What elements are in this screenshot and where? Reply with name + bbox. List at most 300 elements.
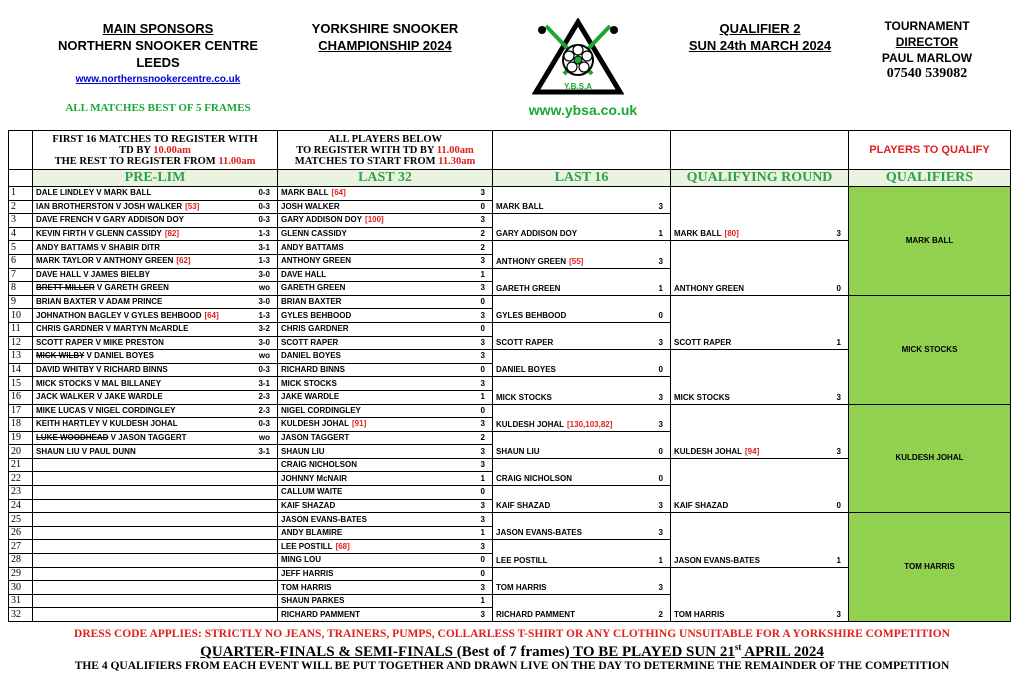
last32-name: JEFF HARRIS: [281, 568, 334, 578]
last16-score: 0: [658, 474, 663, 484]
qround-entry: [671, 567, 849, 621]
last32-entry: [278, 214, 493, 228]
qround-entry: [671, 241, 849, 295]
prelim-score: 0-3: [258, 365, 270, 375]
dress-code-note: DRESS CODE APPLIES: STRICTLY NO JEANS, TRAINERS, PUMPS, COLLARLESS T-SHIRT OR ANY CLOTHING UNSUITABLE FOR A YORKSHIRE COMPETITION: [74, 628, 950, 640]
row-number: 24: [9, 499, 33, 513]
last32-entry: [278, 472, 493, 486]
last32-entry: [278, 187, 493, 201]
prelim-player-a: DALE LINDLEY: [36, 188, 95, 198]
last16-break: [130,103,82]: [567, 419, 613, 429]
ybsa-logo: [532, 18, 624, 98]
draw-body: [9, 187, 1011, 622]
prelim-score: 3-1: [258, 378, 270, 388]
director-block: [862, 18, 992, 82]
last32-name: GARETH GREEN: [281, 283, 346, 293]
prelim-match: DALE LINDLEY V MARK BALL 0-3: [33, 187, 278, 201]
qround-score: 3: [836, 229, 841, 239]
last16-entry: [493, 486, 671, 513]
last32-score: 1: [480, 596, 485, 606]
prelim-player-a: KEVIN FIRTH: [36, 229, 87, 239]
prelim-score: 3-2: [258, 324, 270, 334]
last16-entry: [493, 187, 671, 214]
table-row: [9, 513, 1011, 527]
director-name: PAUL MARLOW: [881, 51, 973, 65]
last32-name: LEE POSTILL: [281, 541, 333, 551]
prelim-score: 3-1: [258, 446, 270, 456]
prelim-score: 1-3: [258, 229, 270, 239]
row-number: 9: [9, 295, 33, 309]
qround-score: 3: [836, 392, 841, 402]
qround-break: [80]: [724, 229, 739, 239]
last16-entry: [493, 404, 671, 431]
prelim-match: [33, 567, 278, 581]
row-number: 7: [9, 268, 33, 282]
qround-name: MARK BALL: [674, 229, 722, 239]
qround-name: KAIF SHAZAD: [674, 501, 729, 511]
header-row-rounds: [9, 170, 1011, 187]
prelim-score: 0-3: [258, 201, 270, 211]
prelim-match: KEVIN FIRTH V GLENN CASSIDY [82] 1-3: [33, 227, 278, 241]
qround-name: SCOTT RAPER: [674, 338, 732, 348]
prelim-player-a: DAVE HALL: [36, 269, 82, 279]
corner-cell-2: [9, 170, 33, 187]
row-number: 32: [9, 608, 33, 622]
row-number: 25: [9, 513, 33, 527]
col-last16: LAST 16: [493, 170, 671, 187]
last16-entry: [493, 458, 671, 485]
last32-score: 3: [480, 541, 485, 551]
last32-score: 3: [480, 419, 485, 429]
last32-entry: [278, 336, 493, 350]
row-number: 31: [9, 594, 33, 608]
row-number: 26: [9, 526, 33, 540]
last16-score: 3: [658, 528, 663, 538]
row-number: 16: [9, 390, 33, 404]
last16-entry: [493, 431, 671, 458]
last32-entry: [278, 322, 493, 336]
last32-break: [64]: [331, 188, 346, 198]
last32-entry: [278, 295, 493, 309]
last32-name: JOHNNY McNAIR: [281, 473, 348, 483]
row-number: 12: [9, 336, 33, 350]
qround-score: 1: [836, 555, 841, 565]
prelim-match: MICK WILBY V DANIEL BOYES wo: [33, 350, 278, 364]
prelim-match: [33, 499, 278, 513]
prelim-break: [64]: [204, 310, 219, 320]
prelim-player-a: JACK WALKER: [36, 392, 95, 402]
last32-score: 3: [480, 256, 485, 266]
sponsor-city: LEEDS: [136, 55, 180, 70]
last32-name: SCOTT RAPER: [281, 337, 339, 347]
qualifier-block: [665, 20, 855, 54]
qround-entry: [671, 404, 849, 458]
prelim-player-b: GYLES BEHBOOD: [131, 310, 202, 320]
prelim-player-b: MARK BALL: [103, 188, 152, 198]
prelim-player-a: MIKE LUCAS: [36, 405, 86, 415]
prelim-player-b: MAL BILLANEY: [101, 378, 162, 388]
prelim-player-b: ADAM PRINCE: [105, 297, 163, 307]
row-number: 2: [9, 200, 33, 214]
sponsors-block: [30, 20, 286, 117]
row-number: 11: [9, 322, 33, 336]
prelim-player-b: PAUL DUNN: [89, 446, 136, 456]
last32-name: KULDESH JOHAL: [281, 419, 350, 429]
qround-break: [94]: [745, 446, 760, 456]
header-row-info: [9, 131, 1011, 170]
last32-name: ANTHONY GREEN: [281, 256, 352, 266]
row-number: 5: [9, 241, 33, 255]
last16-name: TOM HARRIS: [496, 582, 547, 592]
prelim-score: 3-0: [258, 297, 270, 307]
prelim-player-b: MIKE PRESTON: [103, 337, 164, 347]
row-number: 4: [9, 227, 33, 241]
prelim-score: 0-3: [258, 419, 270, 429]
prelim-break: [53]: [185, 201, 200, 211]
logo-text: Y.B.S.A: [563, 82, 593, 91]
last32-name: CHRIS GARDNER: [281, 324, 349, 334]
last16-name: RICHARD PAMMENT: [496, 610, 575, 619]
prelim-match: JACK WALKER V JAKE WARDLE 2-3: [33, 390, 278, 404]
prelim-player-a: MARK TAYLOR: [36, 256, 94, 266]
row-number: 21: [9, 458, 33, 472]
last32-score: 3: [480, 310, 485, 320]
last16-score: 3: [658, 501, 663, 511]
prelim-score: 0-3: [258, 215, 270, 225]
last32-name: KAIF SHAZAD: [281, 500, 336, 510]
prelim-player-b: GLENN CASSIDY: [96, 229, 162, 239]
last32-score: 1: [480, 473, 485, 483]
prelim-player-a: MICK WILBY: [36, 351, 85, 361]
row-number: 29: [9, 567, 33, 581]
last32-entry: [278, 499, 493, 513]
prelim-player-b: GARETH GREEN: [104, 283, 169, 293]
prelim-player-b: GARY ADDISON DOY: [102, 215, 185, 225]
last32-score: 3: [480, 460, 485, 470]
last16-entry: [493, 594, 671, 621]
last16-score: 2: [658, 610, 663, 619]
last32-break: [68]: [335, 541, 350, 551]
last32-name: MICK STOCKS: [281, 378, 337, 388]
last32-score: 0: [480, 555, 485, 565]
prelim-player-b: SHABIR DITR: [108, 242, 161, 252]
last32-entry: [278, 526, 493, 540]
prelim-match: [33, 540, 278, 554]
last32-score: 3: [480, 500, 485, 510]
draw-table: [8, 130, 1011, 622]
prelim-score: wo: [258, 283, 270, 293]
last32-score: 3: [480, 337, 485, 347]
prelim-player-a: SCOTT RAPER: [36, 337, 94, 347]
prelim-match: SHAUN LIU V PAUL DUNN 3-1: [33, 445, 278, 459]
last32-name: CRAIG NICHOLSON: [281, 460, 357, 470]
last32-score: 0: [480, 568, 485, 578]
qround-entry: [671, 295, 849, 349]
sponsors-title: MAIN SPONSORS: [102, 21, 214, 36]
prelim-player-a: CHRIS GARDNER: [36, 324, 104, 334]
last32-entry: [278, 254, 493, 268]
qround-name: MICK STOCKS: [674, 392, 730, 402]
last16-score: 3: [658, 392, 663, 402]
last32-name: DANIEL BOYES: [281, 351, 341, 361]
qround-score: 0: [836, 501, 841, 511]
col-prelim: PRE-LIM: [33, 170, 278, 187]
row-number: 8: [9, 282, 33, 296]
last16-score: 0: [658, 310, 663, 320]
prelim-player-a: LUKE WOODHEAD: [36, 432, 109, 442]
prelim-match: DAVE FRENCH V GARY ADDISON DOY 0-3: [33, 214, 278, 228]
last16-score: 0: [658, 365, 663, 375]
last32-score: 1: [480, 528, 485, 538]
prelim-player-a: BRETT MILLER: [36, 283, 95, 293]
last32-name: SHAUN PARKES: [281, 596, 345, 606]
corner-cell: [9, 131, 33, 170]
row-number: 22: [9, 472, 33, 486]
last32-entry: [278, 200, 493, 214]
prelim-match: DAVID WHITBY V RICHARD BINNS 0-3: [33, 363, 278, 377]
qround-name: TOM HARRIS: [674, 610, 725, 619]
prelim-score: 2-3: [258, 405, 270, 415]
row-number: 28: [9, 554, 33, 568]
last32-name: ANDY BLAMIRE: [281, 528, 343, 538]
row-number: 30: [9, 581, 33, 595]
qualifier-date: SUN 24th MARCH 2024: [688, 38, 832, 53]
row-number: 27: [9, 540, 33, 554]
prelim-score: wo: [258, 432, 270, 442]
prelim-score: 0-3: [258, 188, 270, 198]
event-title-line2: CHAMPIONSHIP 2024: [318, 38, 452, 53]
prelim-player-a: BRIAN BAXTER: [36, 297, 97, 307]
prelim-player-a: JOHNATHON BAGLEY: [36, 310, 122, 320]
players-to-qualify-label: PLAYERS TO QUALIFY: [849, 131, 1011, 170]
last32-entry: [278, 241, 493, 255]
prelim-player-b: JAMES BIELBY: [90, 269, 150, 279]
prelim-match: JOHNATHON BAGLEY V GYLES BEHBOOD [64] 1-3: [33, 309, 278, 323]
last32-entry: [278, 227, 493, 241]
prelim-player-b: MARTYN McARDLE: [113, 324, 189, 334]
prelim-match: MIKE LUCAS V NIGEL CORDINGLEY 2-3: [33, 404, 278, 418]
row-number: 1: [9, 187, 33, 201]
last32-name: JOSH WALKER: [281, 201, 340, 211]
prelim-player-a: DAVE FRENCH: [36, 215, 94, 225]
last32-entry: [278, 554, 493, 568]
prelim-match: [33, 486, 278, 500]
qround-score: 3: [836, 610, 841, 619]
prelim-score: 2-3: [258, 392, 270, 402]
last16-name: JASON EVANS-BATES: [496, 528, 582, 538]
event-title: [290, 20, 480, 54]
prelim-player-b: KULDESH JOHAL: [109, 419, 178, 429]
last32-entry: [278, 431, 493, 445]
last16-score: 3: [658, 202, 663, 212]
prelim-player-a: ANDY BATTAMS: [36, 242, 99, 252]
ybsa-link[interactable]: www.ybsa.co.uk: [528, 102, 638, 118]
prelim-player-a: IAN BROTHERSTON: [36, 201, 114, 211]
last16-score: 1: [658, 555, 663, 565]
last16-score: 3: [658, 582, 663, 592]
match-format-note: ALL MATCHES BEST OF 5 FRAMES: [65, 102, 251, 114]
last32-score: 0: [480, 405, 485, 415]
prelim-score: wo: [258, 351, 270, 361]
last16-entry: [493, 295, 671, 322]
last32-score: 1: [480, 392, 485, 402]
qround-header-blank: [671, 131, 849, 170]
last32-name: CALLUM WAITE: [281, 487, 343, 497]
last16-entry: [493, 241, 671, 268]
prelim-match: MICK STOCKS V MAL BILLANEY 3-1: [33, 377, 278, 391]
last16-entry: [493, 377, 671, 404]
last16-name: GYLES BEHBOOD: [496, 310, 567, 320]
row-number: 20: [9, 445, 33, 459]
prelim-match: BRIAN BAXTER V ADAM PRINCE 3-0: [33, 295, 278, 309]
last32-score: 0: [480, 324, 485, 334]
last16-header-blank: [493, 131, 671, 170]
event-title-line1: YORKSHIRE SNOOKER: [311, 21, 459, 36]
prelim-player-b: ANTHONY GREEN: [103, 256, 174, 266]
last32-name: NIGEL CORDINGLEY: [281, 405, 361, 415]
last32-name: RICHARD BINNS: [281, 365, 345, 375]
prelim-player-a: DAVID WHITBY: [36, 365, 94, 375]
last32-name: GARY ADDISON DOY: [281, 215, 363, 225]
row-number: 17: [9, 404, 33, 418]
row-number: 15: [9, 377, 33, 391]
last16-name: ANTHONY GREEN: [496, 256, 567, 266]
last32-name: ANDY BATTAMS: [281, 242, 344, 252]
prelim-match: [33, 594, 278, 608]
last16-score: 3: [658, 338, 663, 348]
last32-name: JAKE WARDLE: [281, 392, 340, 402]
prelim-player-b: RICHARD BINNS: [103, 365, 168, 375]
last32-entry: [278, 282, 493, 296]
last32-entry: [278, 390, 493, 404]
prelim-match: ANDY BATTAMS V SHABIR DITR 3-1: [33, 241, 278, 255]
last32-entry: [278, 350, 493, 364]
last16-score: 1: [658, 229, 663, 239]
prelim-match: SCOTT RAPER V MIKE PRESTON 3-0: [33, 336, 278, 350]
last16-name: SCOTT RAPER: [496, 338, 554, 348]
table-row: [9, 295, 1011, 309]
last32-score: 0: [480, 297, 485, 307]
last16-score: 0: [658, 446, 663, 456]
row-number: 13: [9, 350, 33, 364]
row-number: 10: [9, 309, 33, 323]
last32-entry: [278, 458, 493, 472]
qround-name: KULDESH JOHAL: [674, 446, 743, 456]
last32-score: 3: [480, 283, 485, 293]
last16-name: KAIF SHAZAD: [496, 501, 551, 511]
last32-entry: [278, 567, 493, 581]
qualifier-entry: MICK STOCKS: [849, 295, 1011, 404]
last16-entry: [493, 513, 671, 540]
last16-name: MICK STOCKS: [496, 392, 552, 402]
last32-entry: [278, 594, 493, 608]
draw-note: THE 4 QUALIFIERS FROM EACH EVENT WILL BE PUT TOGETHER AND DRAWN LIVE ON THE DAY TO DETERMINE THE REMAINDER OF THE COMPETITION: [74, 660, 950, 672]
last32-name: JASON TAGGERT: [281, 432, 350, 442]
qround-score: 1: [836, 338, 841, 348]
qround-name: ANTHONY GREEN: [674, 283, 745, 293]
prelim-score: 1-3: [258, 256, 270, 266]
row-number: 23: [9, 486, 33, 500]
qround-name: JASON EVANS-BATES: [674, 555, 760, 565]
prelim-player-a: MICK STOCKS: [36, 378, 92, 388]
prelim-break: [82]: [164, 229, 180, 239]
last16-entry: [493, 268, 671, 295]
prelim-match: [33, 581, 278, 595]
col-last32: LAST 32: [278, 170, 493, 187]
qround-score: 3: [836, 446, 841, 456]
last32-entry: [278, 268, 493, 282]
table-row: [9, 187, 1011, 201]
last32-name: RICHARD PAMMENT: [281, 609, 360, 619]
row-number: 14: [9, 363, 33, 377]
sponsor-name: NORTHERN SNOOKER CENTRE: [57, 38, 259, 53]
last16-name: LEE POSTILL: [496, 555, 548, 565]
last16-name: KULDESH JOHAL: [496, 419, 565, 429]
prelim-match: DAVE HALL V JAMES BIELBY 3-0: [33, 268, 278, 282]
qualifier-entry: KULDESH JOHAL: [849, 404, 1011, 513]
row-number: 3: [9, 214, 33, 228]
qualifier-entry: MARK BALL: [849, 187, 1011, 296]
row-number: 6: [9, 254, 33, 268]
qround-entry: [671, 458, 849, 512]
last32-break: [100]: [365, 215, 384, 225]
row-number: 18: [9, 418, 33, 432]
last16-entry: [493, 567, 671, 594]
prelim-player-b: JAKE WARDLE: [104, 392, 163, 402]
prelim-score: 3-0: [258, 337, 270, 347]
prelim-player-a: SHAUN LIU: [36, 446, 80, 456]
prelim-player-b: NIGEL CORDINGLEY: [95, 405, 176, 415]
last32-score: 3: [480, 582, 485, 592]
prelim-player-a: KEITH HARTLEY: [36, 419, 100, 429]
last32-score: 3: [480, 609, 485, 619]
prelim-match: [33, 513, 278, 527]
last16-name: MARK BALL: [496, 202, 544, 212]
prelim-match: [33, 472, 278, 486]
last32-name: MARK BALL: [281, 188, 329, 198]
last32-break: [91]: [352, 419, 367, 429]
row-number: 19: [9, 431, 33, 445]
sponsor-link[interactable]: www.northernsnookercentre.co.uk: [75, 74, 241, 85]
last32-score: 2: [480, 242, 485, 252]
prelim-match: [33, 608, 278, 622]
last16-entry: [493, 540, 671, 567]
last16-name: CRAIG NICHOLSON: [496, 474, 572, 484]
prelim-register-info: FIRST 16 MATCHES TO REGISTER WITH TD BY 10.00am THE REST TO REGISTER FROM 11.00am: [33, 131, 278, 170]
last32-entry: [278, 486, 493, 500]
last32-score: 3: [480, 215, 485, 225]
col-qualifiers: QUALIFIERS: [849, 170, 1011, 187]
last32-name: SHAUN LIU: [281, 446, 325, 456]
last32-entry: [278, 418, 493, 432]
qround-entry: [671, 187, 849, 241]
last16-name: DANIEL BOYES: [496, 365, 556, 375]
director-title2: DIRECTOR: [895, 35, 959, 49]
last32-entry: [278, 581, 493, 595]
last32-entry: [278, 608, 493, 622]
prelim-player-b: JASON TAGGERT: [118, 432, 187, 442]
last16-entry: [493, 322, 671, 349]
prelim-match: CHRIS GARDNER V MARTYN McARDLE 3-2: [33, 322, 278, 336]
prelim-player-b: JOSH WALKER: [123, 201, 183, 211]
last32-name: GYLES BEHBOOD: [281, 310, 352, 320]
last32-name: DAVE HALL: [281, 269, 327, 279]
prelim-match: KEITH HARTLEY V KULDESH JOHAL 0-3: [33, 418, 278, 432]
last32-entry: [278, 363, 493, 377]
last32-score: 3: [480, 351, 485, 361]
qualifier-title: QUALIFIER 2: [719, 21, 801, 36]
last32-score: 0: [480, 365, 485, 375]
